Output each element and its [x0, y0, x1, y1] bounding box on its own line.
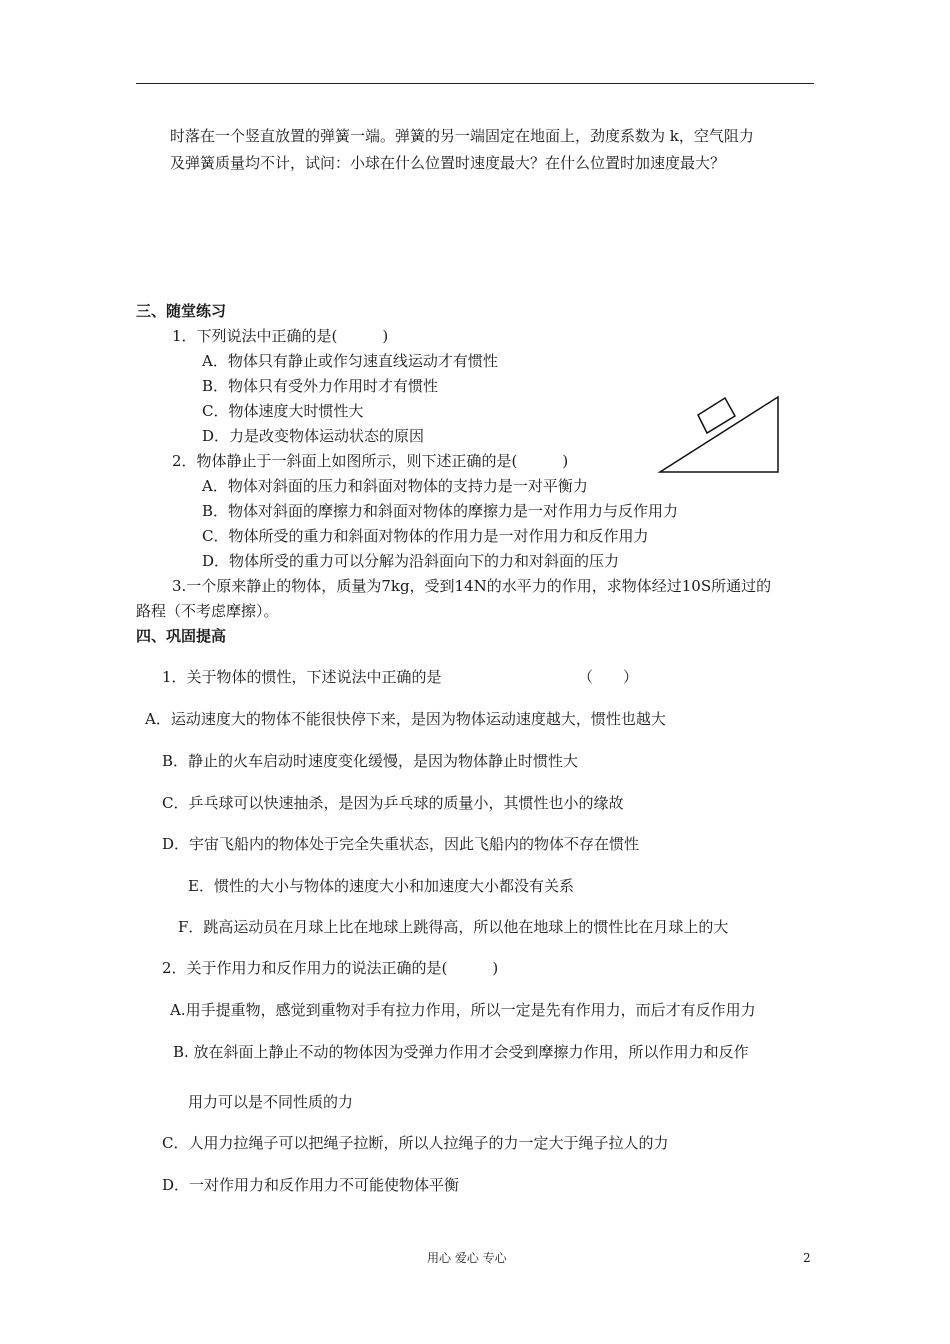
s3-q2-option-d: D．物体所受的重力可以分解为沿斜面向下的力和对斜面的压力: [202, 552, 620, 570]
s3-q1-stem: 1．下列说法中正确的是( ): [172, 327, 389, 345]
s4-q2-option-b-line-2: 用力可以是不同性质的力: [188, 1093, 354, 1111]
s4-q1-option-a: A．运动速度大的物体不能很快停下来，是因为物体运动速度越大，惯性也越大: [145, 710, 666, 728]
s3-q1-option-b: B．物体只有受外力作用时才有惯性: [202, 377, 439, 395]
s4-q1-option-e: E．惯性的大小与物体的速度大小和加速度大小都没有关系: [188, 877, 574, 895]
intro-line-1: 时落在一个竖直放置的弹簧一端。弹簧的另一端固定在地面上，劲度系数为 k，空气阻力: [170, 127, 754, 145]
s3-q1-option-c: C．物体速度大时惯性大: [202, 402, 364, 420]
s3-q1-option-a: A．物体只有静止或作匀速直线运动才有惯性: [202, 352, 498, 370]
s4-q2-option-d: D．一对作用力和反作用力不可能使物体平衡: [162, 1176, 460, 1194]
intro-line-2: 及弹簧质量均不计，试问：小球在什么位置时速度最大？在什么位置时加速度最大？: [170, 154, 726, 172]
header-rule: [136, 83, 814, 84]
s4-q2-stem: 2．关于作用力和反作用力的说法正确的是( ): [162, 959, 499, 977]
s4-q2-option-a: A.用手提重物，感觉到重物对手有拉力作用，所以一定是先有作用力，而后才有反作用力: [170, 1001, 756, 1019]
s3-q2-stem: 2．物体静止于一斜面上如图所示，则下述正确的是( ): [172, 452, 569, 470]
s3-q2-option-b: B．物体对斜面的摩擦力和斜面对物体的摩擦力是一对作用力与反作用力: [202, 502, 679, 520]
s3-q1-option-d: D．力是改变物体运动状态的原因: [202, 427, 425, 445]
section-3-heading: 三、随堂练习: [136, 302, 227, 320]
s4-q1-option-d: D．宇宙飞船内的物体处于完全失重状态，因此飞船内的物体不存在惯性: [162, 835, 640, 853]
s4-q2-option-c: C．人用力拉绳子可以把绳子拉断，所以人拉绳子的力一定大于绳子拉人的力: [162, 1134, 669, 1152]
s4-q1-option-b: B．静止的火车启动时速度变化缓慢，是因为物体静止时惯性大: [162, 752, 579, 770]
s4-q1-option-c: C．乒乓球可以快速抽杀，是因为乒乓球的质量小，其惯性也小的缘故: [162, 794, 624, 812]
s4-q1-answer-bracket: （ ）: [578, 668, 639, 686]
section-4-heading: 四、巩固提高: [136, 627, 227, 645]
page-number: 2: [803, 1251, 811, 1265]
footer-motto: 用心 爱心 专心: [427, 1251, 507, 1265]
s3-q2-option-c: C．物体所受的重力和斜面对物体的作用力是一对作用力和反作用力: [202, 527, 649, 545]
s4-q1-stem: 1．关于物体的惯性，下述说法中正确的是: [162, 668, 442, 686]
s3-q2-option-a: A．物体对斜面的压力和斜面对物体的支持力是一对平衡力: [202, 477, 588, 495]
s3-q3-line-1: 3.一个原来静止的物体，质量为7kg，受到14N的水平力的作用，求物体经过10S所通过的: [172, 577, 772, 595]
s3-q3-line-2: 路程（不考虑摩擦）。: [136, 602, 279, 620]
s4-q1-option-f: F．跳高运动员在月球上比在地球上跳得高，所以他在地球上的惯性比在月球上的大: [178, 918, 729, 936]
s4-q2-option-b-line-1: B. 放在斜面上静止不动的物体因为受弹力作用才会受到摩擦力作用，所以作用力和反作: [173, 1043, 749, 1061]
incline-diagram: [655, 394, 785, 476]
